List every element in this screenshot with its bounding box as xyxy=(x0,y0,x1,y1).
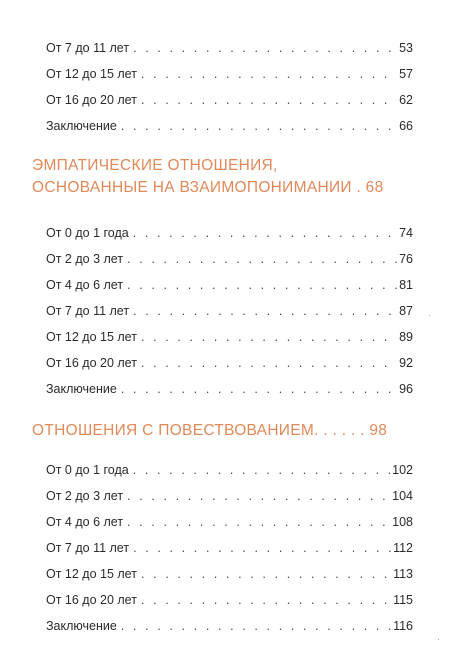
toc-entry-page: 74 xyxy=(399,226,413,240)
toc-leader-dots xyxy=(133,304,397,318)
section-heading-line: ОСНОВАННЫЕ НА ВЗАИМОПОНИМАНИИ . 68 xyxy=(32,179,384,196)
toc-leader-dots xyxy=(127,489,390,503)
toc-entry-label: От 12 до 15 лет xyxy=(46,567,137,581)
toc-entry-page: 104 xyxy=(392,489,413,503)
toc-entry xyxy=(46,274,413,292)
toc-entry xyxy=(46,459,413,477)
toc-entry-label: От 2 до 3 лет xyxy=(46,252,124,266)
toc-entry xyxy=(46,511,413,529)
toc-leader-dots xyxy=(141,330,397,344)
toc-entry xyxy=(46,248,413,266)
toc-entry xyxy=(46,115,413,133)
toc-entry xyxy=(46,352,413,370)
toc-entry-label: От 16 до 20 лет xyxy=(46,93,137,107)
toc-entry-page: 112 xyxy=(393,541,413,555)
toc-entry xyxy=(46,37,413,55)
toc-entry-label: От 7 до 11 лет xyxy=(46,41,130,55)
toc-leader-dots xyxy=(141,67,397,81)
toc-entry xyxy=(46,537,413,555)
toc-entry-label: Заключение xyxy=(46,619,117,633)
toc-entry-label: От 0 до 1 года xyxy=(46,226,129,240)
toc-entry-page: 108 xyxy=(392,515,413,529)
toc-entry-label: От 12 до 15 лет xyxy=(46,67,137,81)
toc-leader-dots xyxy=(121,619,391,633)
toc-entry-page: 87 xyxy=(399,304,413,318)
section-heading-line: ЭМПАТИЧЕСКИЕ ОТНОШЕНИЯ, xyxy=(32,157,278,174)
toc-entry xyxy=(46,89,413,107)
toc-entry-label: От 7 до 11 лет xyxy=(46,304,130,318)
toc-leader-dots xyxy=(133,463,390,477)
toc-entry-page: 92 xyxy=(399,356,413,370)
toc-entry xyxy=(46,63,413,81)
toc-entry-label: Заключение xyxy=(46,382,117,396)
toc-leader-dots xyxy=(121,119,397,133)
toc-entry-label: От 4 до 6 лет xyxy=(46,278,124,292)
section-heading xyxy=(32,155,422,199)
toc-entry-page: 89 xyxy=(399,330,413,344)
toc-entry xyxy=(46,615,413,633)
toc-entry xyxy=(46,326,413,344)
toc-entry-page: 66 xyxy=(399,119,413,133)
toc-entry-page: 115 xyxy=(393,593,413,607)
toc-entry xyxy=(46,589,413,607)
toc-entry-label: Заключение xyxy=(46,119,117,133)
toc-leader-dots xyxy=(141,93,397,107)
toc-entry-label: От 4 до 6 лет xyxy=(46,515,124,529)
toc-leader-dots xyxy=(127,252,397,266)
toc-leader-dots xyxy=(133,226,397,240)
toc-leader-dots xyxy=(121,382,397,396)
toc-entry-page: 62 xyxy=(399,93,413,107)
toc-leader-dots xyxy=(127,278,397,292)
section-heading xyxy=(32,420,422,442)
toc-entry-page: 57 xyxy=(399,67,413,81)
toc-leader-dots xyxy=(141,593,391,607)
toc-entry-label: От 0 до 1 года xyxy=(46,463,129,477)
scan-mark: · xyxy=(428,310,431,320)
toc-entry xyxy=(46,485,413,503)
toc-entry xyxy=(46,563,413,581)
toc-entry-page: 102 xyxy=(392,463,413,477)
toc-leader-dots xyxy=(141,567,391,581)
toc-leader-dots xyxy=(127,515,390,529)
toc-entry-page: 96 xyxy=(399,382,413,396)
toc-entry-label: От 12 до 15 лет xyxy=(46,330,137,344)
toc-entry-label: От 2 до 3 лет xyxy=(46,489,124,503)
scan-mark: · xyxy=(437,634,440,644)
toc-leader-dots xyxy=(133,41,397,55)
toc-entry-page: 53 xyxy=(399,41,413,55)
toc-leader-dots xyxy=(141,356,397,370)
toc-entry-label: От 16 до 20 лет xyxy=(46,593,137,607)
section-heading-line: ОТНОШЕНИЯ С ПОВЕСТВОВАНИЕМ. . . . . . 98 xyxy=(32,422,388,439)
toc-entry-page: 81 xyxy=(399,278,413,292)
toc-entry-label: От 16 до 20 лет xyxy=(46,356,137,370)
toc-entry-page: 116 xyxy=(393,619,413,633)
toc-entry-page: 113 xyxy=(393,567,413,581)
toc-entry-label: От 7 до 11 лет xyxy=(46,541,130,555)
toc-leader-dots xyxy=(133,541,391,555)
toc-entry xyxy=(46,300,413,318)
toc-entry xyxy=(46,222,413,240)
toc-entry xyxy=(46,378,413,396)
toc-entry-page: 76 xyxy=(399,252,413,266)
